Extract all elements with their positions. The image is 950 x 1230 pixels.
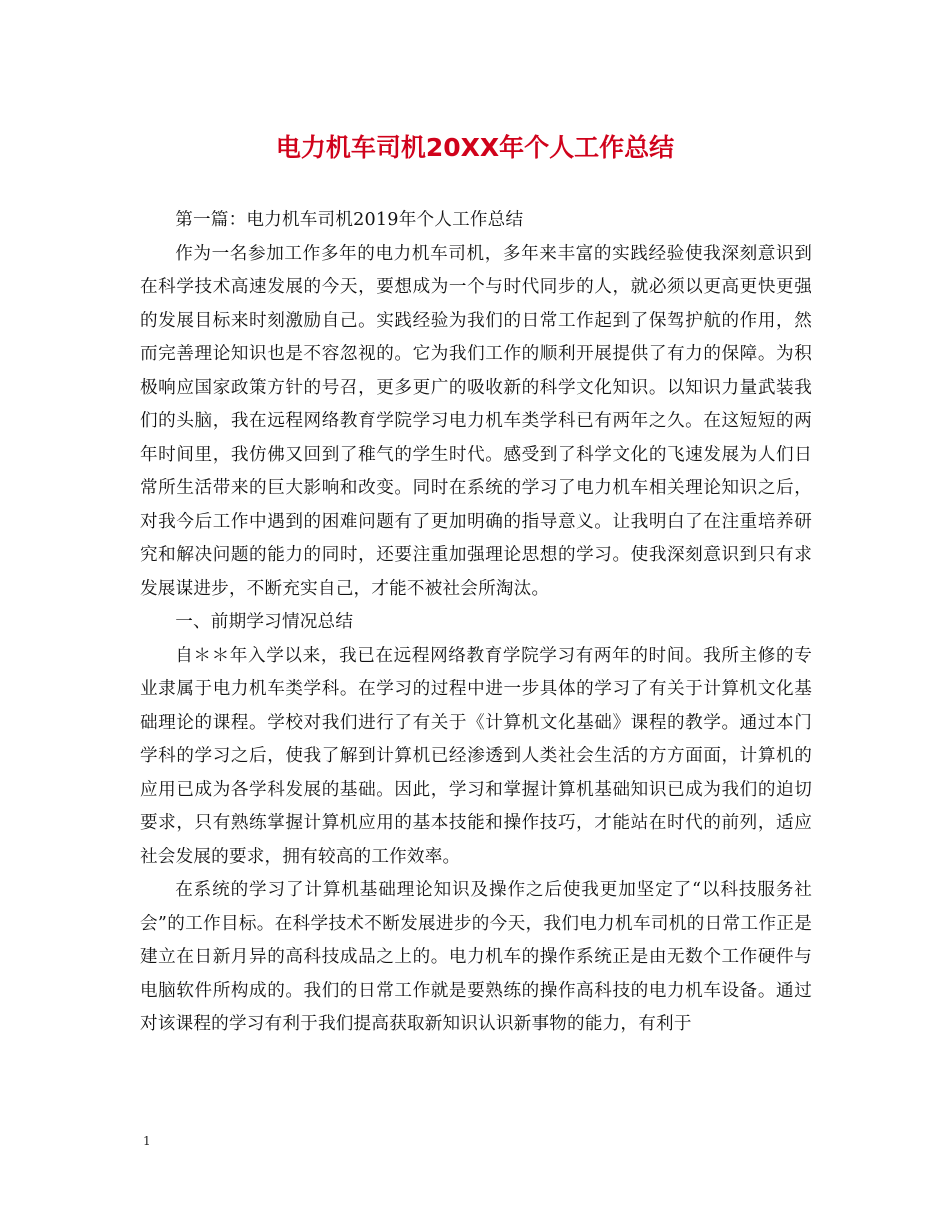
body-paragraph: 自＊＊年入学以来，我已在远程网络教育学院学习有两年的时间。我所主修的专业隶属于电力机车类学科。在学习的过程中进一步具体的学习了有关于计算机文化基础理论的课程。学校对我们进行了有关于《计算机文化基础》课程的教学。通过本门学科的学习之后，使我了解到计算机已经渗透到人类社会生活的方方面面，计算机的应用已成为各学科发展的基础。因此，学习和掌握计算机基础知识已成为我们的迫切要求，只有熟练掌握计算机应用的基本技能和操作技巧，才能站在时代的前列，适应社会发展的要求，拥有较高的工作效率。 (140, 645, 812, 867)
document-body (140, 204, 812, 1042)
section-heading-first: 第一篇：电力机车司机2019年个人工作总结 (175, 210, 524, 230)
section-heading-study-summary: 一、前期学习情况总结 (175, 612, 354, 632)
document-title: 电力机车司机20XX年个人工作总结 (275, 133, 675, 162)
page-number: 1 (143, 1134, 151, 1148)
body-paragraph: 在系统的学习了计算机基础理论知识及操作之后使我更加坚定了“以科技服务社会”的工作目标。在科学技术不断发展进步的今天，我们电力机车司机的日常工作正是建立在日新月异的高科技成品之上的。电力机车的操作系统正是由无数个工作硬件与电脑软件所构成的。我们的日常工作就是要熟练的操作高科技的电力机车设备。通过对该课程的学习有利于我们提高获取新知识认识新事物的能力，有利于 (140, 880, 812, 1034)
body-paragraph: 作为一名参加工作多年的电力机车司机，多年来丰富的实践经验使我深刻意识到在科学技术高速发展的今天，要想成为一个与时代同步的人，就必须以更高更快更强的发展目标来时刻激励自己。实践经验为我们的日常工作起到了保驾护航的作用，然而完善理论知识也是不容忽视的。它为我们工作的顺利开展提供了有力的保障。为积极响应国家政策方针的号召，更多更广的吸收新的科学文化知识。以知识力量武装我们的头脑，我在远程网络教育学院学习电力机车类学科已有两年之久。在这短短的两年时间里，我仿佛又回到了稚气的学生时代。感受到了科学文化的飞速发展为人们日常所生活带来的巨大影响和改变。同时在系统的学习了电力机车相关理论知识之后，对我今后工作中遇到的困难问题有了更加明确的指导意义。让我明白了在注重培养研究和解决问题的能力的同时，还要注重加强理论思想的学习。使我深刻意识到只有求发展谋进步，不断充实自己，才能不被社会所淘汰。 (140, 243, 812, 599)
